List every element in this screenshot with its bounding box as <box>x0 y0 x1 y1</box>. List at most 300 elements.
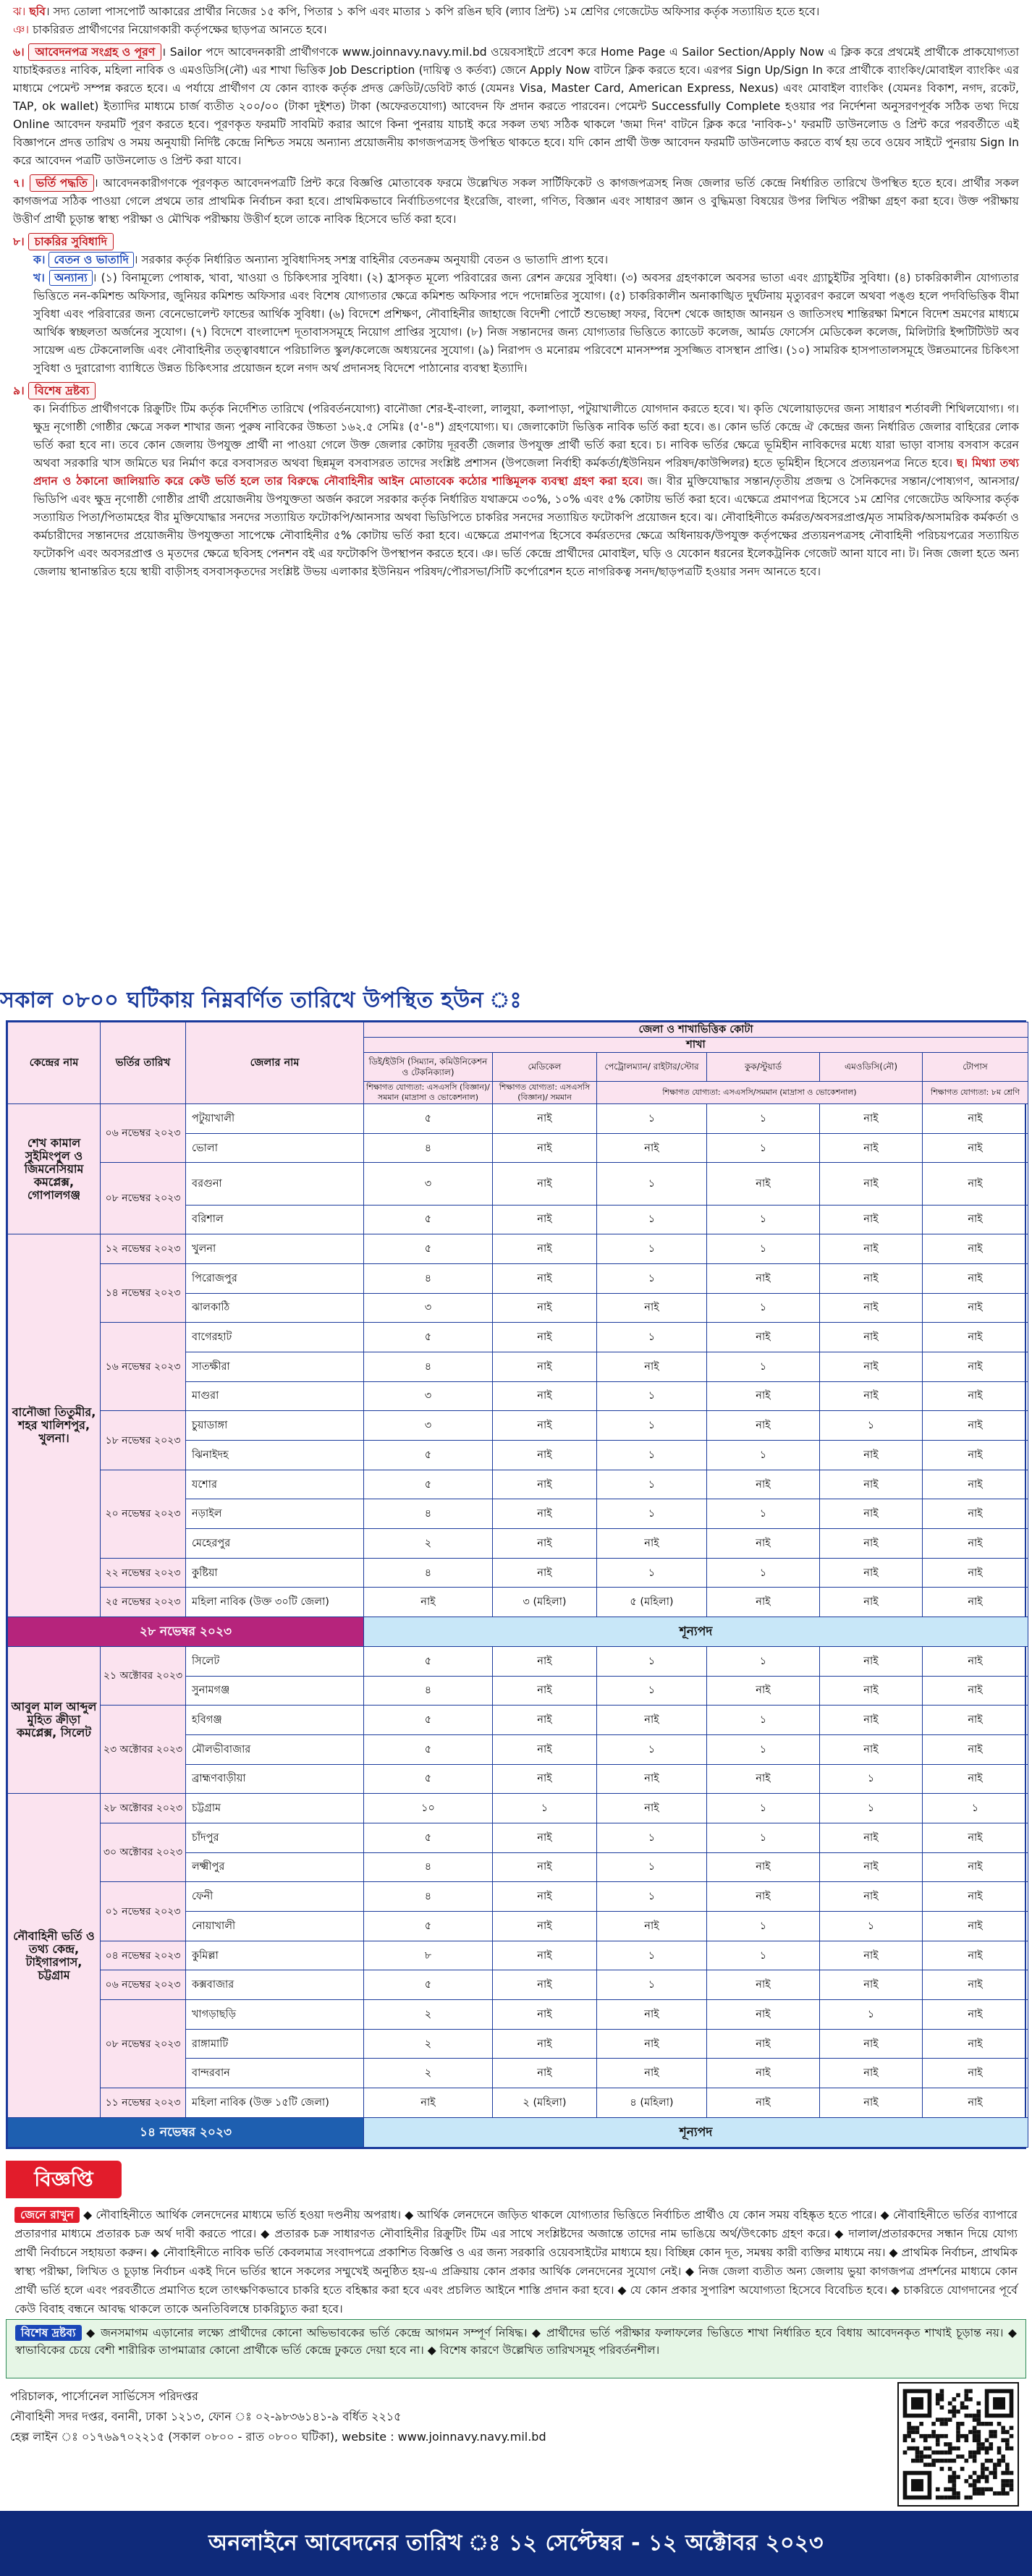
quota-value: নাই <box>493 1205 597 1234</box>
quota-value: নাই <box>493 1323 597 1352</box>
section-special-notes <box>13 382 1019 400</box>
quota-value: নাই <box>820 1352 923 1381</box>
quota-value: ১ <box>597 1163 707 1205</box>
vacancy-band-row <box>8 1617 1028 1647</box>
quota-value: ১০ <box>364 1794 493 1823</box>
header-branch-name: টোপাস <box>923 1053 1028 1082</box>
quota-value: নাই <box>923 1912 1028 1941</box>
district-name: ফেনী <box>186 1882 364 1912</box>
quota-value: নাই <box>493 2059 597 2088</box>
quota-value: নাই <box>820 1676 923 1706</box>
header-qual: শিক্ষাগত যোগ্যতা: এসএসসি (বিজ্ঞান)/ সমমান <box>493 1082 597 1104</box>
section-body: । Sailor পদে আবেদনকারী প্রার্থীগণকে www.joinnavy.navy.mil.bd ওয়েবসাইটে প্রবেশ করে Home Page এ Sailor Section/Apply Now এ ক্লিক করে প্রথমেই প্রার্থীকে প্রাকযোগ্যতা যাচাইকরতঃ নাবিক, মহিলা নাবিক ও এমওডিসি(নৌ) এর শাখা ভিত্তিক Job Description (দায়িত্ব ও কর্তব্য) জেনে Apply Now বাটনে ক্লিক করতে হবে। এরপর Sign Up/Sign In করে প্রার্থীকে ব্যাংকিং/মোবাইল ব্যাংকিং এর মাধ্যমে পেমেন্ট সম্পন্ন করতে হবে। এ পর্যায়ে প্রার্থীগণ যে কোন ব্যাংক কর্তৃক প্রদত্ত ক্রেডিট/ডেবিট কার্ড (যেমনঃ Visa, Master Card, American Express, Nexus) এবং মোবাইল ব্যাংকিং (যেমনঃ বিকাশ, নগদ, রকেট, TAP, ok wallet) ইত্যাদির মাধ্যমে চার্জ ব্যতীত ২০০/০০ (টাকা দুইশত) টাকা (অফেরতযোগ্য) আবেদন ফি প্রদান করতে পারবেন। পেমেন্ট Successfully Complete হওয়ার পর নির্দেশনা অনুসরণপূর্বক সঠিক তথ্য দিয়ে Online আবেদন ফরমটি পূরণ করতে হবে। পূরণকৃত ফরমটি সাবমিট করার আগে কিনা পুনরায় যাচাই করে সকল তথ্য সঠিক থাকলে 'জমা দিন' বাটনে ক্লিক করে 'নাবিক-১' ফরমটি ডাউনলোড ও প্রিন্ট করে পরবর্তীতে এই বিজ্ঞাপনে প্রদত্ত তারিখ ও সময় অনুযায়ী নির্দিষ্ট কেন্দ্রে নিশ্চিত সময়ে অন্যান্য প্রয়োজনীয় কাগজপত্রসহ উপস্থিত থাকতে হবে। যদি কোন প্রার্থী উক্ত আবেদন ফরমটি ডাউনলোড করতে ব্যর্থ হয় তবে ওয়েব সাইটে পুনরায় Sign In করে আবেদন পত্রটি ডাউনলোড ও প্রিন্ট করা যাবে। <box>13 46 1019 167</box>
quota-value: ৩ <box>364 1411 493 1441</box>
quota-value: ১ <box>597 1852 707 1882</box>
vacancy-label: শূন্যপদ <box>364 2117 1028 2147</box>
quota-value: নাই <box>707 1764 820 1794</box>
vacancy-date: ১৪ নভেম্বর ২০২৩ <box>8 2117 364 2147</box>
quota-value: ১ <box>707 1912 820 1941</box>
notes-part-b: জ। বীর মুক্তিযোদ্ধার সন্তান/তৃতীয় প্রজন্ম ও সৈনিকদের সন্তান/পোষ্যগণ, আনসার/ভিডিপি এবং ক্ষুদ্র নৃগোষ্ঠী গোষ্ঠীর প্রার্থী প্রয়োজনীয় উপযুক্ততা অর্জন করলে সরকার কর্তৃক নির্ধারিত যথাক্রমে ৩০%, ১০% এবং ৫% কোটায় ভর্তি করা হবে। এক্ষেত্রে প্রমাণপত্র হিসেবে ১ম শ্রেণির গেজেটেড অফিসার কর্তৃক সত্যায়িত পিতা/পিতামহের বীর মুক্তিযোদ্ধার সনদের সত্যায়িত ফটোকপি/আনসার অথবা ভিডিপিতে চাকরির সনদের সত্যায়িত ফটোকপি প্রয়োজন হবে। ঝ। নৌবাহিনীতে কর্মরত/অবসরপ্রাপ্ত/মৃত সামরিক/অসামরিক কর্মকর্তা ও কর্মচারীদের সন্তানদের প্রয়োজনীয় উপযুক্ততা সাপেক্ষে নৌবাহিনীর ৫% কোটায় ভর্তি করা হবে। এক্ষেত্রে প্রমাণপত্র হিসেবে কর্মরতদের ক্ষেত্রে অধিনায়ক/উপযুক্ত কর্তৃপক্ষের প্রত্যয়নপত্রসহ নৌবাহিনী পরিচয়পত্রের সত্যায়িত ফটোকপি এবং অবসরপ্রাপ্ত ও মৃতদের ক্ষেত্রে ছবিসহ পেনশন বই এর ফটোকপি উপস্থাপন করতে হবে। ঞ। ভর্তি কেন্দ্রে প্রার্থীদের মোবাইল, ঘড়ি ও যেকোন ধরনের ইলেকট্রনিক গেজেট আনা যাবে না। ট। নিজ জেলা হতে অন্য জেলায় স্থানান্তরিত হয়ে স্থায়ী বাড়ীসহ বসবাসকৃতদের সংশ্লিষ্ট উভয় এলাকার ইউনিয়ন পরিষদ/পৌরসভা/সিটি কর্পোরেশন হতে নাগরিকত্ব সনদ/ছাড়পত্রটি হওয়ার সনদ আনতে হবে। <box>33 475 1019 578</box>
section-number: ৭। <box>13 177 25 190</box>
district-name: চুয়াডাঙ্গা <box>186 1411 364 1441</box>
quota-value: নাই <box>493 1823 597 1852</box>
district-name: খুলনা <box>186 1234 364 1264</box>
quota-value: নাই <box>493 1646 597 1676</box>
quota-value: নাই <box>707 1163 820 1205</box>
district-name: পটুয়াখালী <box>186 1104 364 1134</box>
intro-label: ঞ। <box>13 23 33 36</box>
quota-value: নাই <box>707 1411 820 1441</box>
header-qual: শিক্ষাগত যোগ্যতা: এসএসসি/সমমান (মাদ্রাসা ও ভোকেশনাল) <box>597 1082 923 1104</box>
quota-value: নাই <box>820 1706 923 1735</box>
header-qual: শিক্ষাগত যোগ্যতা: ৮ম শ্রেণি <box>923 1082 1028 1104</box>
special-tag: বিশেষ দ্রষ্টব্য <box>15 2325 82 2341</box>
district-name: বরগুনা <box>186 1163 364 1205</box>
intro-label: ঝ। <box>13 5 30 18</box>
quota-value: নাই <box>820 2088 923 2118</box>
quota-value: ১ <box>597 1441 707 1470</box>
quota-value: নাই <box>923 1646 1028 1676</box>
quota-value: নাই <box>707 2059 820 2088</box>
quota-value: নাই <box>923 2088 1028 2118</box>
quota-value: নাই <box>820 1263 923 1293</box>
quota-value: নাই <box>707 2000 820 2030</box>
quota-value: নাই <box>923 1941 1028 1970</box>
quota-value: নাই <box>707 1970 820 2000</box>
table-row <box>8 1163 1028 1205</box>
table-row <box>8 1588 1028 1617</box>
admission-date: ০৪ নভেম্বর ২০২৩ <box>101 1941 186 1970</box>
section-title: আবেদনপত্র সংগ্রহ ও পূরণ <box>28 43 161 61</box>
quota-value: নাই <box>493 1734 597 1764</box>
quota-value: ৩ <box>364 1293 493 1323</box>
quota-value: ৫ <box>364 1441 493 1470</box>
intro-item <box>13 3 1019 21</box>
quota-value: ১ <box>923 1794 1028 1823</box>
sub-label: খ। <box>33 271 45 284</box>
quota-value: ১ <box>820 1794 923 1823</box>
quota-value: ৫ <box>364 1470 493 1499</box>
section-title: ভর্তি পদ্ধতি <box>30 174 94 192</box>
quota-value: নাই <box>597 1764 707 1794</box>
quota-value: নাই <box>820 1104 923 1134</box>
quota-value: নাই <box>923 1352 1028 1381</box>
table-row <box>8 2088 1028 2118</box>
table-row <box>8 1941 1028 1970</box>
quota-value: ৫ <box>364 1323 493 1352</box>
quota-value: নাই <box>923 1293 1028 1323</box>
quota-value: নাই <box>923 1470 1028 1499</box>
quota-value: নাই <box>493 1764 597 1794</box>
quota-value: নাই <box>923 1441 1028 1470</box>
quota-value: নাই <box>820 1323 923 1352</box>
quota-value: ১ <box>707 1133 820 1163</box>
district-name: মৌলভীবাজার <box>186 1734 364 1764</box>
quota-value: নাই <box>923 1499 1028 1529</box>
quota-value: ১ <box>707 1104 820 1134</box>
quota-value: নাই <box>820 1970 923 2000</box>
quota-value: ১ <box>820 1411 923 1441</box>
quota-table <box>7 1022 1028 2148</box>
quota-value: ১ <box>493 1794 597 1823</box>
header-qual: শিক্ষাগত যোগ্যতা: এসএসসি (বিজ্ঞান)/সমমান (মাদ্রাসা ও ভোকেশনাল) <box>364 1082 493 1104</box>
quota-value: নাই <box>707 1882 820 1912</box>
header-district: জেলার নাম <box>186 1022 364 1104</box>
admission-date: ০৮ নভেম্বর ২০২৩ <box>101 1163 186 1234</box>
quota-value: ১ <box>597 1646 707 1676</box>
district-name: নোয়াখালী <box>186 1912 364 1941</box>
quota-value: নাই <box>707 2029 820 2059</box>
contact-block <box>10 2386 893 2447</box>
admission-date: ০১ নভেম্বর ২০২৩ <box>101 1882 186 1941</box>
quota-value: নাই <box>364 1588 493 1617</box>
quota-value: নাই <box>597 1912 707 1941</box>
vacancy-date: ২৮ নভেম্বর ২০২৩ <box>8 1617 364 1647</box>
sub-title: বেতন ও ভাতাদি <box>48 252 133 268</box>
district-name: বরিশাল <box>186 1205 364 1234</box>
quota-value: নাই <box>820 1941 923 1970</box>
district-name: সিলেট <box>186 1646 364 1676</box>
quota-value: নাই <box>493 1104 597 1134</box>
quota-value: নাই <box>820 1381 923 1411</box>
quota-value: ১ <box>597 1411 707 1441</box>
quota-value: নাই <box>493 1163 597 1205</box>
table-row <box>8 1823 1028 1852</box>
quota-value: নাই <box>923 1852 1028 1882</box>
table-row <box>8 1558 1028 1588</box>
quota-value: ১ <box>597 1470 707 1499</box>
quota-value: ২ <box>364 2000 493 2030</box>
section-admission-method <box>13 174 1019 229</box>
quota-value: নাই <box>923 1882 1028 1912</box>
admission-date: ২১ অক্টোবর ২০২৩ <box>101 1646 186 1705</box>
quota-value: নাই <box>820 1734 923 1764</box>
table-row <box>8 1470 1028 1499</box>
section-application <box>13 43 1019 170</box>
quota-value: ১ <box>597 1970 707 2000</box>
quota-value: ৫ <box>364 1234 493 1264</box>
quota-value: নাই <box>707 1381 820 1411</box>
quota-value: ৪ <box>364 1352 493 1381</box>
table-row <box>8 1794 1028 1823</box>
notes-part-a: ক। নির্বাচিত প্রার্থীগণকে রিক্রুটিং টিম কর্তৃক নির্দেশিত তারিখে (পরিবর্তনযোগ্য) বানৌজা শের-ই-বাংলা, লালুয়া, কলাপাড়া, পটুয়াখালীতে যোগদান করতে হবে। খ। কৃতি খেলোয়াড়দের জন্য সাধারণ শর্তাবলী শিথিলযোগ্য। গ। ক্ষুদ্র নৃগোষ্ঠী গোষ্ঠীর ক্ষেত্রে সকল শাখার জন্য পুরুষ নাবিকের উচ্চতা ১৬২.৫ সেমিঃ (৫'-৪") গ্রহণযোগ্য। ঘ। জেলাকোটা ভিত্তিক নাবিক ভর্তি করা হবে। ঙ। কোন ভর্তি কেন্দ্রে ঐ কেন্দ্রের জন্য নির্ধারিত জেলার বাহিরের লোক ভর্তি করা হবে না। তবে কোন জেলায় উপযুক্ত প্রার্থী না পাওয়া গেলে উক্ত জেলার কোটায় দূরবর্তী জেলার উপযুক্ত প্রার্থী ভর্তি করা হবে। চ। নাবিক ভর্তির ক্ষেত্রে ভূমিহীন নাবিকদের মধ্যে যারা ভাড়া বাসায় বসবাস করেন অথবা সরকারি খাস জমিতে ঘর নির্মাণ করে বসবাসরত অথবা ছিন্নমূল বসবাসরত তাদের সংশ্লিষ্ট প্রশাসন (উপজেলা নির্বাহী কর্মকর্তা/ইউনিয়ন পরিষদ/কাউন্সিলর) হতে ভূমিহীন হিসেবে প্রত্যয়নপত্র নিতে হবে। <box>33 402 1019 470</box>
quota-value: নাই <box>820 1882 923 1912</box>
quota-value: নাই <box>493 1941 597 1970</box>
quota-value: ৫ <box>364 1205 493 1234</box>
quota-value: নাই <box>493 2000 597 2030</box>
admission-date: ০৬ নভেম্বর ২০২৩ <box>101 1970 186 2000</box>
quota-value: নাই <box>493 1499 597 1529</box>
quota-value: ১ <box>597 1734 707 1764</box>
intro-bold: ছবি <box>29 5 46 18</box>
table-row <box>8 1323 1028 1352</box>
district-name: কক্সবাজার <box>186 1970 364 2000</box>
quota-value: ১ <box>707 1293 820 1323</box>
admission-date: ৩০ অক্টোবর ২০২৩ <box>101 1823 186 1881</box>
quota-value: নাই <box>820 1293 923 1323</box>
quota-value: ৪ <box>364 1852 493 1882</box>
quota-value: ১ <box>707 1646 820 1676</box>
quota-value: নাই <box>923 1133 1028 1163</box>
notice-tag: জেনে রাখুন <box>14 2207 80 2223</box>
quota-value: নাই <box>923 1205 1028 1234</box>
table-row <box>8 2000 1028 2030</box>
quota-value: নাই <box>923 2059 1028 2088</box>
section-number: ৬। <box>13 46 25 59</box>
quota-value: ৪ <box>364 1558 493 1588</box>
benefit-other <box>13 269 1019 378</box>
vacancy-label: শূন্যপদ <box>364 1617 1028 1647</box>
qr-code-icon <box>897 2382 1019 2507</box>
district-name: খাগড়াছড়ি <box>186 2000 364 2030</box>
table-row <box>8 1882 1028 1912</box>
quota-value: নাই <box>597 1794 707 1823</box>
district-name: চট্টগ্রাম <box>186 1794 364 1823</box>
quota-value: নাই <box>493 1882 597 1912</box>
intro-item <box>13 21 1019 39</box>
quota-value: নাই <box>820 1499 923 1529</box>
schedule-heading: সকাল ০৮০০ ঘটিকায় নিম্নবর্ণিত তারিখে উপস্থিত হউন ঃ <box>0 988 522 1013</box>
header-branch-name: পেট্রোলম্যান/ রাইটার/স্টোর <box>597 1053 707 1082</box>
quota-value: নাই <box>493 1381 597 1411</box>
quota-value: নাই <box>820 1823 923 1852</box>
centre-name: আবুল মাল আব্দুল মুহিত ক্রীড়া কমপ্লেক্স, সিলেট <box>8 1646 101 1793</box>
quota-value: নাই <box>707 1529 820 1559</box>
district-name: পিরোজপুর <box>186 1263 364 1293</box>
quota-value: নাই <box>364 2088 493 2118</box>
admission-date: ১৪ নভেম্বর ২০২৩ <box>101 1263 186 1322</box>
admission-date: ১২ নভেম্বর ২০২৩ <box>101 1234 186 1264</box>
centre-name: বানৌজা তিতুমীর, শহর খালিশপুর, খুলনা। <box>8 1234 101 1617</box>
admission-date: ২০ নভেম্বর ২০২৩ <box>101 1470 186 1558</box>
section-number: ৮। <box>13 235 25 248</box>
quota-value: নাই <box>493 1852 597 1882</box>
admission-date: ২৩ অক্টোবর ২০২৩ <box>101 1706 186 1794</box>
admission-date: ২৫ নভেম্বর ২০২৩ <box>101 1588 186 1617</box>
quota-value: নাই <box>923 1234 1028 1264</box>
quota-value: নাই <box>923 2029 1028 2059</box>
quota-value: নাই <box>493 1912 597 1941</box>
district-name: লক্ষ্মীপুর <box>186 1852 364 1882</box>
centre-name: নৌবাহিনী ভর্তি ও তথ্য কেন্দ্র, টাইগারপাস, চট্টগ্রাম <box>8 1794 101 2118</box>
quota-value: ৫ <box>364 1646 493 1676</box>
sub-title: অন্যান্য <box>49 270 93 286</box>
quota-value: ৫ <box>364 1764 493 1794</box>
quota-value: নাই <box>597 1529 707 1559</box>
quota-value: নাই <box>820 2059 923 2088</box>
table-row <box>8 1234 1028 1264</box>
admission-date: ১৬ নভেম্বর ২০২৩ <box>101 1323 186 1411</box>
district-name: ঝিনাইদহ <box>186 1441 364 1470</box>
quota-value: ৫ (মহিলা) <box>597 1588 707 1617</box>
quota-value: ২ <box>364 2029 493 2059</box>
quota-value: ৩ <box>364 1381 493 1411</box>
centre-name: শেখ কামাল সুইমিংপুল ও জিমনেসিয়াম কমপ্লেক্স, গোপালগঞ্জ <box>8 1104 101 1234</box>
quota-value: নাই <box>923 1734 1028 1764</box>
table-row <box>8 1104 1028 1134</box>
quota-value: ১ <box>597 1323 707 1352</box>
contact-helpline: হেল্প লাইন ঃ ০১৭৬৯৭০২২১৫ (সকাল ০৮০০ - রাত ০৮০০ ঘটিকা), website : www.joinnavy.navy.mil.bd <box>10 2430 546 2444</box>
instructions-section <box>0 0 1032 581</box>
district-name: চাঁদপুর <box>186 1823 364 1852</box>
table-row <box>8 1263 1028 1293</box>
quota-value: ২ <box>364 2059 493 2088</box>
quota-value: ১ <box>597 1882 707 1912</box>
quota-value: নাই <box>597 1706 707 1735</box>
quota-value: ১ <box>707 1941 820 1970</box>
district-name: হবিগঞ্জ <box>186 1706 364 1735</box>
sub-label: ক। <box>33 253 46 266</box>
district-name: কুমিল্লা <box>186 1941 364 1970</box>
quota-value: ১ <box>597 1381 707 1411</box>
quota-value: নাই <box>493 1529 597 1559</box>
quota-value: ১ <box>707 1794 820 1823</box>
quota-value: নাই <box>597 2029 707 2059</box>
quota-value: নাই <box>820 1646 923 1676</box>
quota-value: ৩ <box>364 1163 493 1205</box>
quota-value: নাই <box>493 1234 597 1264</box>
quota-value: নাই <box>493 1970 597 2000</box>
quota-value: ৫ <box>364 1823 493 1852</box>
district-name: বান্দরবান <box>186 2059 364 2088</box>
header-centre: কেন্দ্রের নাম <box>8 1022 101 1104</box>
header-branch-name: কুক/স্টুয়ার্ড <box>707 1053 820 1082</box>
notice-body <box>6 2200 1026 2321</box>
quota-value: ১ <box>597 1263 707 1293</box>
quota-value: নাই <box>597 2059 707 2088</box>
quota-value: নাই <box>493 1263 597 1293</box>
quota-value: নাই <box>923 1676 1028 1706</box>
quota-value: ১ <box>707 1734 820 1764</box>
quota-value: নাই <box>923 1558 1028 1588</box>
quota-value: নাই <box>493 1133 597 1163</box>
quota-value: নাই <box>597 2000 707 2030</box>
quota-value: নাই <box>493 1470 597 1499</box>
quota-value: নাই <box>820 1529 923 1559</box>
quota-value: ১ <box>597 1499 707 1529</box>
quota-value: নাই <box>707 2088 820 2118</box>
quota-value: ১ <box>707 1234 820 1264</box>
quota-value: নাই <box>820 1234 923 1264</box>
section-title: চাকরির সুবিধাদি <box>28 233 114 250</box>
quota-value: ১ <box>597 1823 707 1852</box>
district-name: ব্রাহ্মণবাড়ীয়া <box>186 1764 364 1794</box>
district-name: বাগেরহাট <box>186 1323 364 1352</box>
quota-value: নাই <box>597 1293 707 1323</box>
section-body: । আবেদনকারীগণকে পূরণকৃত আবেদনপত্রটি প্রিন্ট করে বিজ্ঞপ্তি মোতাবেক ফরমে উল্লেখিত সকল সার্টিফিকেট ও কাগজপত্রসহ নিজ জেলার ভর্তি কেন্দ্রে নির্ধারিত তারিখে উপস্থিত হতে হবে। প্রার্থীর সকল কাগজপত্র সঠিক পাওয়া গেলে প্রথমে তার প্রাথমিক নির্বাচন করা হবে। প্রাথমিকভাবে নির্বাচিতগণের ইংরেজি, বাংলা, গণিত, বিজ্ঞান এবং সাধারণ জ্ঞান ও বুদ্ধিমত্তা বিষয়ের উপর লিখিত পরীক্ষা গ্রহণ করা হবে। উক্ত পরীক্ষায় উত্তীর্ণ প্রার্থী চূড়ান্ত স্বাস্থ্য পরীক্ষা ও মৌখিক পরীক্ষায় উত্তীর্ণ হলে তাকে নাবিক হিসেবে ভর্তি করা হবে। <box>13 177 1019 226</box>
quota-value: নাই <box>820 1558 923 1588</box>
quota-value: নাই <box>707 1323 820 1352</box>
quota-value: নাই <box>820 2029 923 2059</box>
district-name: মেহেরপুর <box>186 1529 364 1559</box>
quota-value: নাই <box>493 1706 597 1735</box>
quota-value: নাই <box>923 1263 1028 1293</box>
quota-value: নাই <box>820 1588 923 1617</box>
quota-value: ৫ <box>364 1104 493 1134</box>
sub-body: । সরকার কর্তৃক নির্ধারিত অন্যান্য সুবিধাদিসহ সশস্ত্র বাহিনীর বেতনক্রম অনুযায়ী বেতন ও ভাতাদি প্রাপ্য হবে। <box>133 253 609 266</box>
quota-value: ১ <box>707 1706 820 1735</box>
header-branch-name: মেডিকেল <box>493 1053 597 1082</box>
quota-value: নাই <box>923 1706 1028 1735</box>
district-name: ভোলা <box>186 1133 364 1163</box>
quota-value: ১ <box>597 1941 707 1970</box>
quota-value: ৫ <box>364 1706 493 1735</box>
contact-address: নৌবাহিনী সদর দপ্তর, বনানী, ঢাকা ১২১৩, ফোন ঃ ০২-৯৮৩৬১৪১-৯ বর্ধিত ২২১৫ <box>10 2410 402 2423</box>
quota-value: ৪ <box>364 1499 493 1529</box>
quota-value: নাই <box>923 1588 1028 1617</box>
quota-value: নাই <box>493 1293 597 1323</box>
contact-office: পরিচালক, পার্সোনেল সার্ভিসেস পরিদপ্তর <box>10 2389 198 2403</box>
quota-value: ১ <box>597 1676 707 1706</box>
quota-value: নাই <box>493 1558 597 1588</box>
vacancy-band-row <box>8 2117 1028 2147</box>
quota-value: ৪ <box>364 1676 493 1706</box>
district-name: যশোর <box>186 1470 364 1499</box>
intro-text: । সদ্য তোলা পাসপোর্ট আকারের প্রার্থীর নিজের ১৫ কপি, পিতার ১ কপি এবং মাতার ১ কপি রঙিন ছবি (ল্যাব প্রিন্ট) ১ম শ্রেণির গেজেটেড অফিসার কর্তৃক সত্যায়িত হতে হবে। <box>45 5 820 18</box>
district-name: সুনামগঞ্জ <box>186 1676 364 1706</box>
header-branch-name: ডিই/ইউসি (সিম্যান, কমিউনিকেশন ও টেকনিক্যাল) <box>364 1053 493 1082</box>
admission-date: ২৮ অক্টোবর ২০২৩ <box>101 1794 186 1823</box>
quota-value: নাই <box>923 1411 1028 1441</box>
special-text: ◆ জনসমাগম এড়ানোর লক্ষ্যে প্রার্থীদের কোনো অভিভাবকের ভর্তি কেন্দ্রে আগমন সম্পূর্ণ নিষিদ্ধ। ◆ প্রার্থীদের ভর্তি পরীক্ষার ফলাফলের ভিত্তিতে শাখা নির্ধারিত হবে বিধায় আবেদনকৃত শাখাই চূড়ান্ত নয়। ◆ স্বাভাবিকের চেয়ে বেশী শারীরিক তাপমাত্রার কোনো প্রার্থীকে ভর্তি কেন্দ্রে ঢুকতে দেয়া হবে না। ◆ বিশেষ কারণে উল্লেখিত তারিখসমূহ পরিবর্তনশীল। <box>15 2326 1017 2357</box>
sub-body: । (১) বিনামূল্যে পোষাক, খাবা, খাওয়া ও চিকিৎসার সুবিধা। (২) হ্রাসকৃত মূল্যে পরিবারের জন্য রেশন ক্রয়ের সুবিধা। (৩) অবসর গ্রহণকালে অবসর ভাতা এবং গ্র্যাচুইটির সুবিধা। (৪) চাকরিকালীন যোগ্যতার ভিত্তিতে নন-কমিশন্ড অফিসার, জুনিয়র কমিশন্ড অফিসার এবং বিশেষ যোগ্যতার ক্ষেত্রে কমিশন্ড অফিসার পদে পদোন্নতির সুযোগ। (৫) চাকরিকালীন অনাকাঙ্খিত দুর্ঘটনায় মৃত্যুবরণ করলে অথবা পঙ্গু হলে পদবিভিত্তিক বীমা সুবিধা এবং পরিবারের জন্য বেনেভোলেন্ট ফান্ডের আর্থিক সুবিধা। (৬) বিদেশে প্রশিক্ষণ, নৌবাহিনীর জাহাজে বিদেশী পোর্টে শুভেচ্ছা সফর, বিদেশ থেকে জাহাজ আনয়ন ও জাতিসংঘ শান্তিরক্ষা মিশনে বিদেশ ভ্রমণের মাধ্যমে আর্থিক স্বচ্ছলতা অর্জনের সুযোগ। (৭) বিদেশে বাংলাদেশ দূতাবাসসমূহে নিয়োগ প্রাপ্তির সুযোগ। (৮) নিজ সন্তানদের জন্য যোগ্যতার ভিত্তিতে ক্যাডেট কলেজ, আর্মড ফোর্সেস মেডিকেল কলেজ, মিলিটারি ইন্সটিটিউট অব সায়েন্স এন্ড টেকনোলজি এবং নৌবাহিনীর তত্ত্বাবধানে পরিচালিত স্কুল/কলেজে অধ্যয়নের সুযোগ। (৯) নিরাপদ ও মনোরম পরিবেশে মানসম্পন্ন সুসজ্জিত বাসস্থান প্রাপ্তি। (১০) সামরিক হাসপাতালসমূহে উন্নতমানের চিকিৎসা সুবিধা ও দুরারোগ্য ব্যাধিতে উন্নত চিকিৎসার প্রয়োজন হলে নগদ অর্থ প্রদানসহ বিদেশে পাঠানোর ব্যবস্থা ইত্যাদি। <box>33 271 1019 375</box>
quota-value: নাই <box>707 1588 820 1617</box>
quota-value: ১ <box>707 1352 820 1381</box>
header-quota: জেলা ও শাখাভিত্তিক কোটা <box>364 1022 1028 1038</box>
quota-value: ১ <box>597 1234 707 1264</box>
quota-value: ৮ <box>364 1941 493 1970</box>
district-name: মাগুরা <box>186 1381 364 1411</box>
section-number: ৯। <box>13 384 25 397</box>
quota-value: নাই <box>820 1852 923 1882</box>
quota-value: নাই <box>820 1205 923 1234</box>
special-note-box <box>6 2319 1026 2378</box>
quota-value: ৫ <box>364 1912 493 1941</box>
quota-value: নাই <box>820 1470 923 1499</box>
admission-date: ০৬ নভেম্বর ২০২৩ <box>101 1104 186 1163</box>
quota-value: ৪ (মহিলা) <box>597 2088 707 2118</box>
quota-value: ৫ <box>364 1970 493 2000</box>
quota-value: ৫ <box>364 1734 493 1764</box>
quota-value: নাই <box>707 1676 820 1706</box>
quota-value: নাই <box>923 1163 1028 1205</box>
document-checklist-tail <box>13 3 1019 39</box>
quota-value: ১ <box>707 1558 820 1588</box>
quota-table-container <box>6 1020 1026 2149</box>
quota-value: ১ <box>707 1205 820 1234</box>
quota-value: নাই <box>493 1411 597 1441</box>
quota-value: নাই <box>493 1352 597 1381</box>
quota-value: ৪ <box>364 1882 493 1912</box>
section-title: বিশেষ দ্রষ্টব্য <box>28 382 96 399</box>
quota-value: নাই <box>597 1352 707 1381</box>
quota-value: নাই <box>707 1263 820 1293</box>
quota-value: নাই <box>923 1764 1028 1794</box>
quota-value: নাই <box>707 1470 820 1499</box>
quota-value: নাই <box>597 1133 707 1163</box>
admission-date: ১৮ নভেম্বর ২০২৩ <box>101 1411 186 1470</box>
special-notes-body <box>13 400 1019 581</box>
quota-value: ৪ <box>364 1133 493 1163</box>
header-date: ভর্তির তারিখ <box>101 1022 186 1104</box>
quota-value: নাই <box>923 1823 1028 1852</box>
header-branch: শাখা <box>364 1038 1028 1053</box>
district-name: মহিলা নাবিক (উক্ত ১৫টি জেলা) <box>186 2088 364 2118</box>
district-name: মহিলা নাবিক (উক্ত ৩০টি জেলা) <box>186 1588 364 1617</box>
admission-date: ০৮ নভেম্বর ২০২৩ <box>101 2000 186 2088</box>
table-row <box>8 1411 1028 1441</box>
quota-value: নাই <box>820 1441 923 1470</box>
